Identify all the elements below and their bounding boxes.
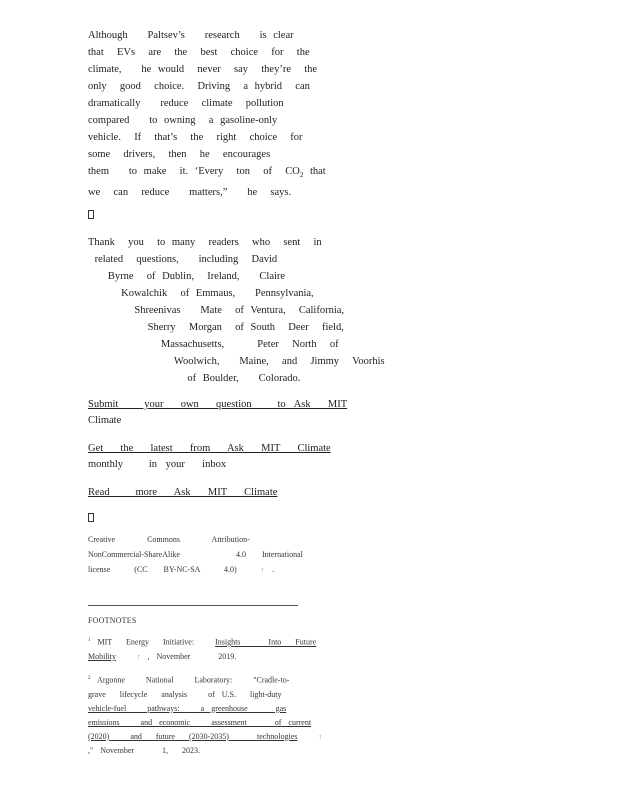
text-line xyxy=(88,163,326,184)
link-text: monthly in your inbox xyxy=(88,459,227,470)
external-arrow-icon[interactable]: ↑ xyxy=(137,652,141,661)
text-fragment: . xyxy=(272,565,275,574)
text-line: Shreenivas Mate of Ventura, California, xyxy=(88,305,345,316)
text-line: of Boulder, Colorado. xyxy=(88,373,301,384)
footnote-link[interactable]: vehicle-fuel pathways: a greenhouse gas xyxy=(88,703,287,713)
text-line: only good choice. Driving a hybrid can xyxy=(88,81,310,92)
text-line: some drivers, then he encourages xyxy=(88,149,271,160)
text-line: grave lifecycle analysis of U.S. light-duty xyxy=(88,689,282,699)
link-text: Submit your own question to Ask MIT xyxy=(88,399,348,410)
text-fragment: them to make it. ‘Every ton of CO xyxy=(88,166,300,177)
text-line: Sherry Morgan of South Deer field, xyxy=(88,322,344,333)
text-line: Massachusetts, Peter North of xyxy=(88,339,339,350)
link-text: Read more Ask MIT Climate xyxy=(88,487,278,498)
co2-subscript: 2 xyxy=(299,171,304,180)
text-line xyxy=(88,650,303,664)
text-line xyxy=(88,672,303,688)
article-paragraph-1 xyxy=(88,27,326,201)
license-link[interactable]: license (CC BY-NC-SA 4.0) xyxy=(88,565,237,574)
text-line: related questions, including David xyxy=(88,254,278,265)
footnote-link[interactable]: Mobility xyxy=(88,651,117,661)
footnote-link[interactable]: Insights Into Future xyxy=(215,637,317,647)
article-paragraph-2 xyxy=(88,234,385,387)
text-line: climate, he would never say they’re the xyxy=(88,64,318,75)
broken-image-icon xyxy=(88,210,94,219)
submit-question-link[interactable] xyxy=(88,397,347,429)
text-line: compared to owning a gasoline-only xyxy=(88,115,278,126)
text-line: dramatically reduce climate pollution xyxy=(88,98,284,109)
text-line xyxy=(88,730,322,744)
license-notice xyxy=(88,532,303,578)
footnotes-divider xyxy=(88,605,298,606)
footnote-number: 1 xyxy=(88,638,91,643)
text-line xyxy=(88,634,317,650)
external-arrow-icon[interactable]: ↑ xyxy=(260,566,265,574)
newsletter-link[interactable] xyxy=(88,441,331,473)
text-line: we can reduce matters,” he says. xyxy=(88,187,292,199)
link-text: Get the latest from Ask MIT Climate xyxy=(88,443,331,454)
broken-image-icon xyxy=(88,513,94,522)
text-line xyxy=(88,562,303,578)
text-line: Byrne of Dublin, Ireland, Claire xyxy=(88,271,286,282)
text-line: vehicle. If that’s the right choice for xyxy=(88,132,303,143)
footnote-link[interactable]: emissions and economic assessment of current xyxy=(88,717,312,727)
text-fragment: that xyxy=(303,166,326,177)
text-line: Thank you to many readers who sent in xyxy=(88,237,322,248)
text-line: Although Paltsev’s research is clear xyxy=(88,30,294,41)
footnotes-heading: FOOTNOTES xyxy=(88,616,137,625)
footnote-2 xyxy=(88,672,322,758)
text-fragment: Argonne National Laboratory: "Cradle-to- xyxy=(90,675,290,685)
text-fragment: , November 2019. xyxy=(147,651,237,661)
read-more-link[interactable] xyxy=(88,485,277,501)
text-line: ," November 1, 2023. xyxy=(88,745,201,755)
text-line: that EVs are the best choice for the xyxy=(88,47,310,58)
text-line: Creative Commons Attribution- xyxy=(88,535,250,544)
text-fragment: MIT Energy Initiative: xyxy=(90,637,216,647)
footnote-number: 2 xyxy=(88,676,91,681)
footnote-1 xyxy=(88,634,317,664)
footnote-link[interactable]: (2020) and future (2030-2035) technologies xyxy=(88,731,298,741)
text-line: NonCommercial-ShareAlike 4.0 International xyxy=(88,550,303,559)
text-line: Woolwich, Maine, and Jimmy Voorhis xyxy=(88,356,385,367)
text-line: Kowalchik of Emmaus, Pennsylvania, xyxy=(88,288,314,299)
link-text: Climate xyxy=(88,415,122,426)
external-arrow-icon[interactable]: ↑ xyxy=(318,732,322,741)
